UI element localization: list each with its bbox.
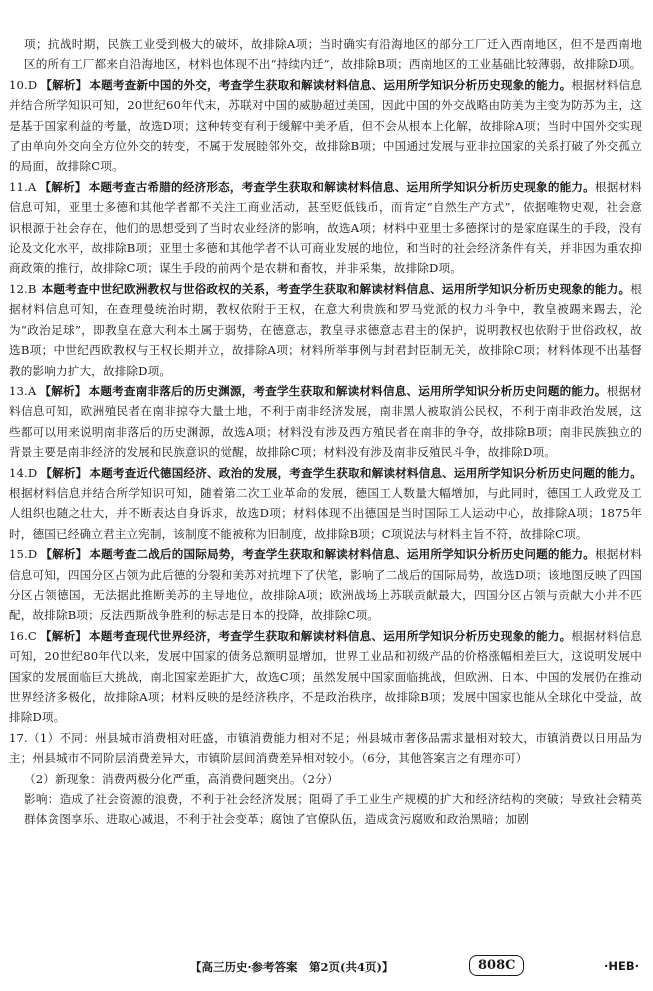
answer-item [9,544,642,626]
analysis-tag: 【解析】 [40,465,88,480]
answer-content [9,34,642,830]
answer-letter: A [27,179,37,194]
answer-item [9,463,642,545]
q17-part3: 影响：造成了社会资源的浪费，不利于社会经济发展；阻碍了手工业生产规模的扩大和经济结构的突破；导致社会精英群体贪图享乐、进取心减退，不利于社会变革；腐蚀了官僚队伍，造成贪污腐败和政治黑暗；加剧 [24,792,642,827]
answer-list [9,75,642,728]
analysis-lead: 本题考查新中国的外交，考查学生获取和解读材料信息、运用所学知识分析历史现象的能力。 [89,77,572,92]
paper-code-badge: 808C [469,955,524,976]
question-number: 10. [9,77,28,92]
question-number: 13. [9,383,28,398]
answer-letter: D [27,547,38,562]
analysis-body: 根据材料信息可知，欧洲殖民者在南非掠夺大量土地，不利于南非经济发展，南非黑人被取消公民权，不利于南非政治发展，这些都可以用来说明南非落后的历史渊源，故选A项；材料没有涉及西方殖民者在南非的争夺，故排除B项；南非民族独立的背景主要是南非经济的发展和民族意识的觉醒，故排除C项；材料没有涉及南非反殖民斗争，故排除D项。 [9,383,642,460]
q17-part1: （1）不同：州县城市消费相对旺盛，市镇消费能力相对不足；州县城市奢侈品需求量相对较大，市镇消费以日用品为主；州县城市不同阶层消费差异大，市镇阶层间消费差异相对较小。（6分，其他答案言之有理亦可） [9,730,642,766]
analysis-body: 根据材料信息并结合所学知识可知，20世纪60年代末，苏联对中国的威胁超过美国，因此中国的外交战略由防美为主变为防苏为主，这是基于国家利益的考量，故选D项；这种转变有利于缓解中美矛盾，但不会从根本上化解，故排除A项；当时中国外交实现了由单向外交向全方位外交的转变，不属于发展睦邻外交，故排除B项；中国通过发展与亚非拉国家的关系打破了外交孤立的局面，故排除C项。 [9,77,642,174]
answer-letter: B [27,281,37,296]
answer-item [9,626,642,728]
question-number: 14. [9,465,28,480]
answer-item [9,381,642,463]
q17-part2: （2）新现象：消费两极分化严重，高消费问题突出。（2分） [24,771,339,786]
analysis-lead: 本题考查近代德国经济、政治的发展，考查学生获取和解读材料信息、运用所学知识分析历史问题的能力。 [89,465,642,480]
continuation-paragraph: 项；抗战时期，民族工业受到极大的破坏，故排除A项；当时确实有沿海地区的部分工厂迁入西南地区，但不是西南地区的所有工厂都来自沿海地区，材料也体现不出“持续内迁”，故排除B项；西南地区的工业基础比较薄弱，故排除D项。 [24,37,642,72]
question-number: 17. [9,730,28,745]
answer-item [9,279,642,381]
analysis-lead: 本题考查古希腊的经济形态，考查学生获取和解读材料信息、运用所学知识分析历史现象的能力。 [88,179,595,194]
question-number: 12. [9,281,28,296]
analysis-tag: 【解析】 [39,383,87,398]
question-number: 11. [9,179,28,194]
analysis-tag: 【解析】 [40,77,88,92]
analysis-tag: 【解析】 [39,179,87,194]
analysis-lead: 本题考查现代世界经济，考查学生获取和解读材料信息、运用所学知识分析历史现象的能力。 [89,628,572,643]
analysis-body: 根据材料信息并结合所学知识可知，随着第二次工业革命的发展，德国工人数量大幅增加，与此同时，德国工人政党及工人组织也随之壮大，并不断表达自身诉求，故选D项；材料体现不出德国是当时国际工人运动中心，故排除A项；1875年时，德国已经确立君主立宪制，该制度不能被称为旧制度，故排除B项；C项说法与材料主旨不符，故排除C项。 [9,485,642,541]
answer-letter: D [27,77,38,92]
analysis-lead: 本题考查二战后的国际局势，考查学生获取和解读材料信息、运用所学知识分析历史问题的能力。 [89,547,595,562]
analysis-tag: 【解析】 [40,547,88,562]
analysis-body: 根据材料信息可知，20世纪80年代以来，发展中国家的债务总额明显增加，世界工业品和初级产品的价格涨幅相差巨大，这说明发展中国家的发展面临巨大挑战，南北国家差距扩大，故选C项；虽然发展中国家面临挑战，但欧洲、日本、中国的发展仍在推动世界经济多极化，故排除A项；材料反映的是经济秩序，不是政治秩序，故排除B项；发展中国家也能从全球化中受益，故排除D项。 [9,628,642,725]
page-footer [0,955,653,979]
question-17 [9,728,642,830]
analysis-body: 根据材料信息可知，四国分区占领为此后德的分裂和美苏对抗埋下了伏笔，影响了二战后的国际局势，故选D项；该地图反映了四国分区占领德国，无法据此推断美苏的主导地位，故排除A项；欧洲战场上苏联贡献最大，四国分区占领与贡献大小并不匹配，故排除B项；反法西斯战争胜利的标志是日本的投降，故排除C项。 [9,547,642,623]
question-number: 16. [9,628,28,643]
footer-title: 【高三历史·参考答案 第2页(共4页)】 [190,960,394,974]
answer-item [9,177,642,279]
question-number: 15. [9,547,28,562]
answer-letter: A [27,383,37,398]
analysis-tag: 【解析】 [39,628,88,643]
analysis-body: 根据材料信息可知，亚里士多德和其他学者都不关注工商业活动，甚至贬低钱币，而肯定“自然生产方式”，依据唯物史观，社会意识根源于社会存在，他们的思想受到了当时农业经济的影响，故选A项；材料中亚里士多德探讨的是家庭谋生的手段，没有论及文化水平，故排除B项；亚里士多德和其他学者不认可商业发展的地位，和当时的社会经济条件有关，并非因为重农抑商政策的推行，故排除C项；谋生手段的前两个是农耕和畜牧，并非采集，故排除D项。 [9,179,642,276]
analysis-lead: 本题考查南非落后的历史渊源，考查学生获取和解读材料信息、运用所学知识分析历史问题的能力。 [88,383,607,398]
answer-letter: D [27,465,38,480]
analysis-lead: 本题考查中世纪欧洲教权与世俗政权的关系，考查学生获取和解读材料信息、运用所学知识分析历史现象的能力。 [41,281,631,296]
answer-letter: C [27,628,37,643]
answer-item [9,75,642,177]
analysis-body: 根据材料信息可知，在查理曼统治时期，教权依附于王权，在意大利贵族和罗马党派的权力斗争中，教皇被踢来踢去，沦为“政治足球”，即教皇在意大利本土属于弱势，在德意志，教皇寻求德意志君主的保护，说明教权也依附于世俗政权，故选B项；中世纪西欧教权与王权长期并立，故排除A项；材料所举事例与封君封臣制无关，故排除C项；材料体现不出基督教的影响力扩大，故排除D项。 [9,281,642,378]
footer-region: ·HEB· [604,959,639,973]
